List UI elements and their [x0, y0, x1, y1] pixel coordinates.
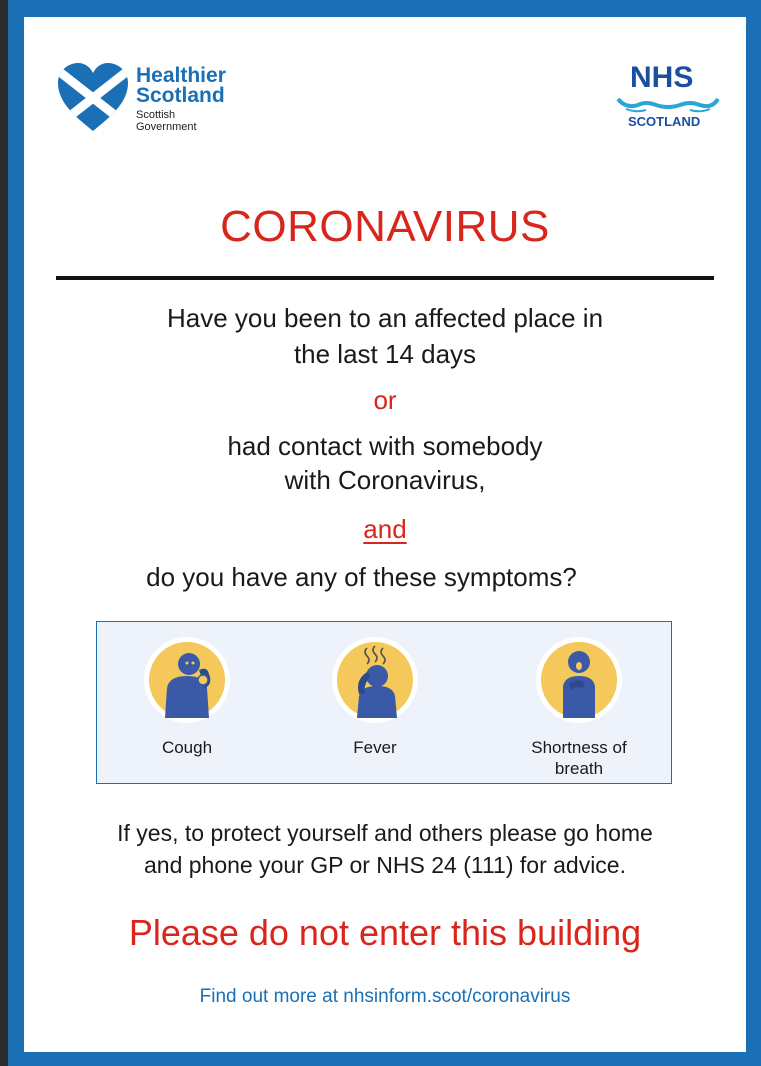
symptom-breath-label: [489, 737, 669, 779]
divider: [56, 276, 714, 280]
or-connector: or: [373, 385, 397, 415]
nhs-wordmark: NHS: [630, 61, 694, 94]
advice-line2: and phone your GP or NHS 24 (111) for advice.: [144, 852, 626, 878]
advice-line1: If yes, to protect yourself and others please go home: [117, 820, 653, 846]
cough-icon: [143, 636, 231, 724]
saltire-heart-icon: [56, 61, 130, 135]
scotland-text: Scotland: [136, 84, 225, 107]
question-contact: [24, 429, 746, 497]
symptom-cough: [97, 636, 277, 758]
healthier-text: Healthier: [136, 64, 226, 87]
scottish-text: Scottish: [136, 109, 176, 121]
question-travel: [24, 300, 746, 372]
symptom-fever: [285, 636, 465, 758]
symptom-fever-label: Fever: [353, 738, 397, 757]
question-travel-line2: the last 14 days: [293, 339, 477, 369]
advice-text: [24, 817, 746, 881]
healthier-scotland-logo: [56, 61, 246, 151]
symptom-breath: [489, 636, 669, 779]
and-connector: and: [363, 514, 407, 544]
nhs-scotland-logo: [616, 59, 720, 131]
nhs-scotland-text: SCOTLAND: [628, 114, 701, 129]
warning-message: Please do not enter this building: [128, 912, 642, 953]
info-link[interactable]: Find out more at nhsinform.scot/coronavirus: [199, 986, 571, 1007]
poster: [24, 17, 746, 1052]
waves-icon: [616, 95, 720, 113]
page-title: CORONAVIRUS: [220, 202, 550, 251]
symptom-breath-label-line1: Shortness of: [531, 738, 627, 757]
symptom-breath-label-line2: breath: [554, 759, 604, 778]
poster-border: [8, 0, 761, 1066]
question-travel-line1: Have you been to an affected place in: [166, 303, 604, 333]
question-contact-line1: had contact with somebody: [227, 431, 543, 461]
breath-icon: [535, 636, 623, 724]
symptom-cough-label: Cough: [161, 738, 213, 757]
question-symptoms: do you have any of these symptoms?: [146, 562, 577, 592]
question-contact-line2: with Coronavirus,: [284, 465, 486, 495]
symptoms-panel: [96, 621, 672, 784]
government-text: Government: [136, 121, 197, 133]
fever-icon: [331, 636, 419, 724]
